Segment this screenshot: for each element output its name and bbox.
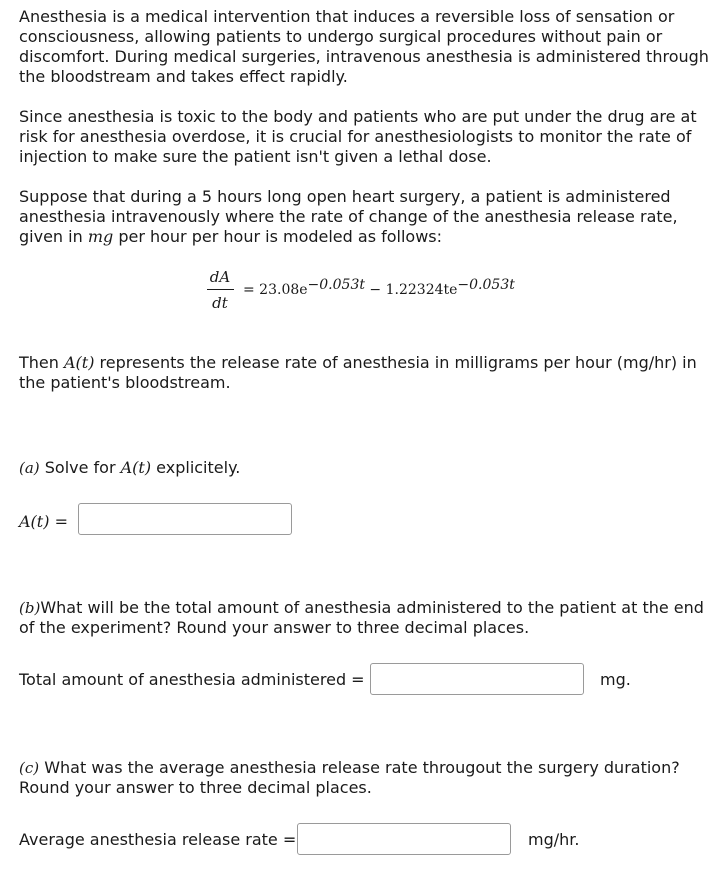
part-a-text-after: explicitely. [151, 458, 241, 477]
part-c-text: What was the average anesthesia release rate througout the surgery duration? Round your answer to three decimal places. [19, 758, 680, 797]
part-a-equals: = [54, 512, 68, 531]
part-b-question [19, 598, 714, 638]
exponent-1: −0.053t [307, 277, 365, 293]
then-after: represents the release rate of anesthesia in milligrams per hour (mg/hr) in the patient's bloodstream. [19, 353, 697, 392]
part-a-marker: (a) [19, 459, 40, 477]
exponent-2: −0.053t [457, 277, 515, 293]
intro-paragraph-3-after: per hour per hour is modeled as follows: [113, 227, 443, 246]
intro-paragraph-1: Anesthesia is a medical intervention that induces a reversible loss of sensation or consciousness, allowing patients to undergo surgical procedures without pain or discomfort. During medical surgeries, intravenous anesthesia is administered through the bloodstream and takes effect rapidly. [19, 7, 709, 86]
part-c-unit: mg/hr. [528, 830, 580, 849]
part-b-marker: (b) [19, 599, 41, 617]
part-a-answer-function: A(t) [19, 512, 50, 531]
part-c-question [19, 758, 714, 798]
intro-paragraph-2: Since anesthesia is toxic to the body and patients who are put under the drug are at risk for anesthesia overdose, it is crucial for anesthesiologists to monitor the rate of injection to make sure the patient isn't given a lethal dose. [19, 107, 697, 166]
part-c-answer-input[interactable] [297, 823, 511, 855]
then-paragraph [19, 353, 714, 393]
mg-unit-math: mg [87, 227, 114, 246]
part-b-text: What will be the total amount of anesthesia administered to the patient at the end of the experiment? Round your answer to three decimal places. [19, 598, 704, 637]
part-b-unit: mg. [600, 670, 631, 689]
intro-paragraph-3-before: Suppose that during a 5 hours long open heart surgery, a patient is administered anesthesia intravenously where the rate of change of the anesthesia release rate, given in [19, 187, 678, 246]
fraction-bar [207, 289, 234, 290]
part-a-answer-input[interactable] [78, 503, 292, 535]
part-b-answer-label: Total amount of anesthesia administered = [19, 670, 365, 689]
rhs-term-1: = 23.08e [243, 282, 308, 298]
intro-paragraph-3 [19, 187, 714, 247]
rhs-term-2: − 1.22324te [364, 282, 458, 298]
then-function: A(t) [63, 353, 95, 372]
rate-equation [205, 268, 605, 318]
fraction-numerator: dA [209, 268, 231, 286]
fraction-denominator: dt [212, 294, 228, 312]
part-a-question [19, 458, 240, 478]
part-c-answer-label: Average anesthesia release rate = [19, 830, 297, 849]
part-c-marker: (c) [19, 759, 40, 777]
part-a-answer-label [19, 512, 68, 532]
part-a-function: A(t) [120, 458, 152, 477]
part-a-text-before: Solve for [39, 458, 121, 477]
then-before: Then [19, 353, 64, 372]
part-b-answer-input[interactable] [370, 663, 584, 695]
equation-right-hand-side [243, 277, 515, 298]
